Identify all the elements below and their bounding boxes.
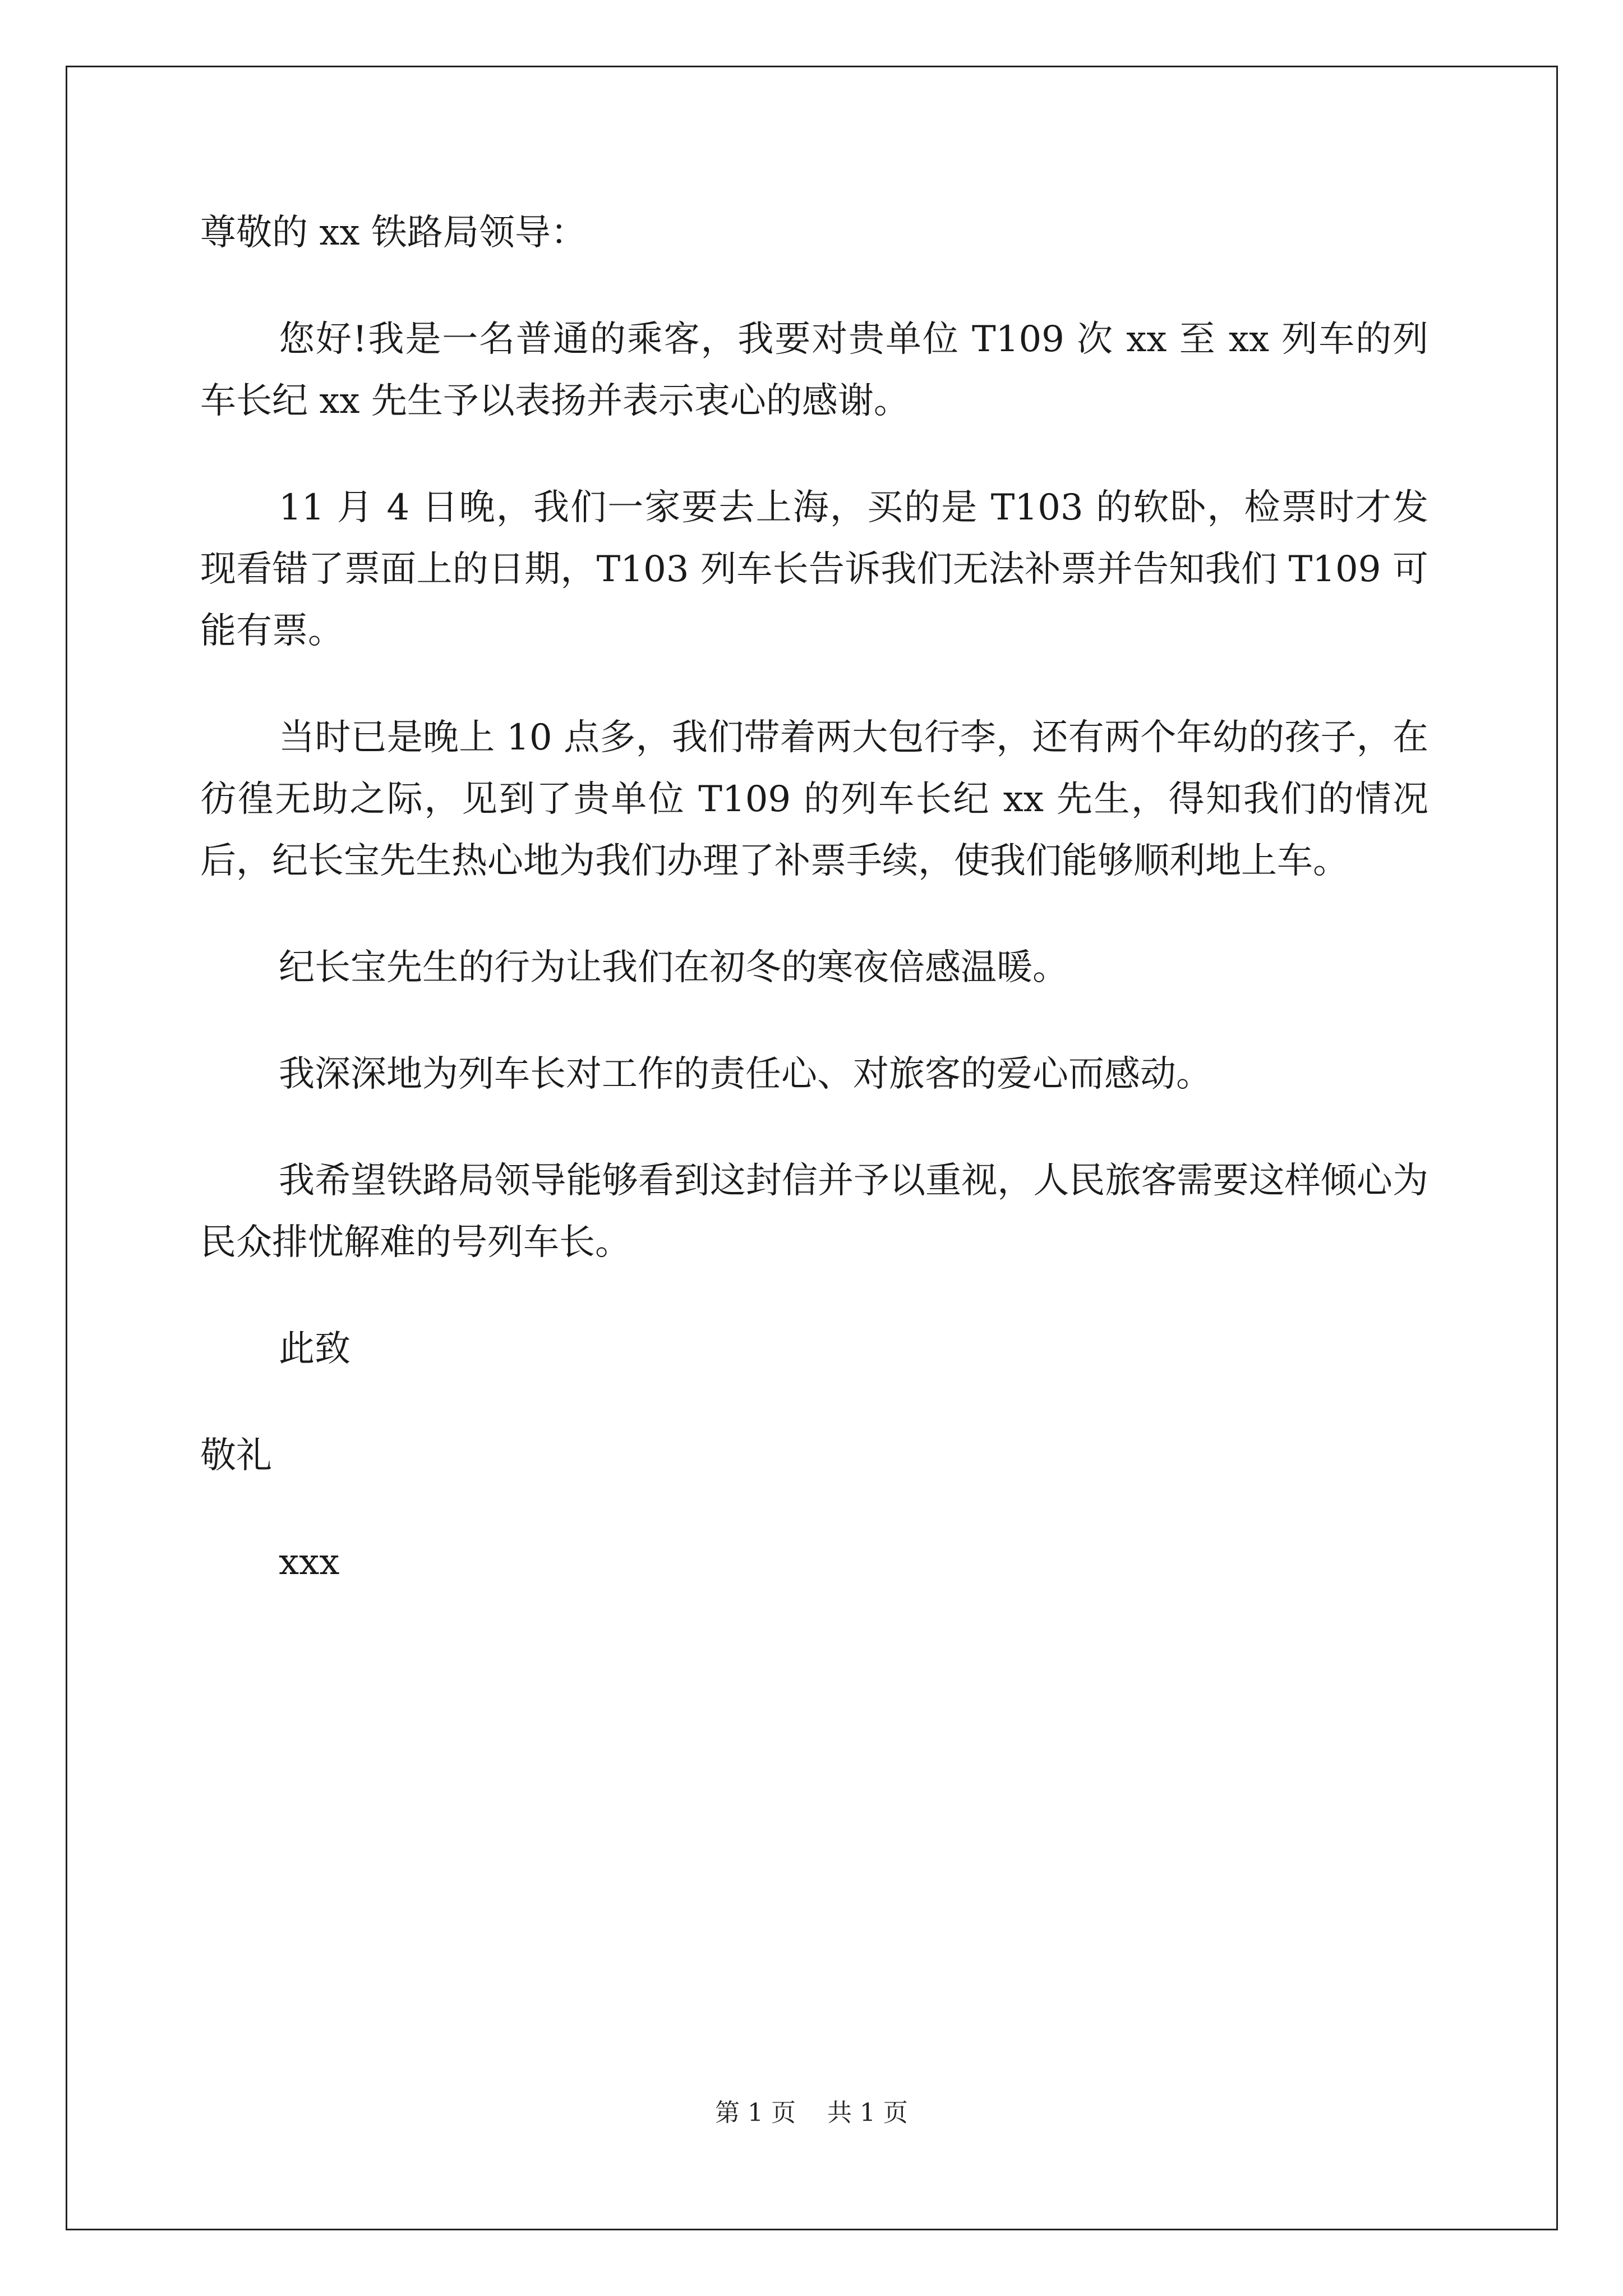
closing-regards: 敬礼	[200, 1435, 272, 1476]
signature: xxx	[279, 1542, 340, 1583]
letter-greeting: 尊敬的 xx 铁路局领导：	[200, 212, 587, 254]
letter-body	[200, 202, 1428, 1638]
closing-salutation: 此致	[279, 1328, 351, 1370]
paragraph-6: 我希望铁路局领导能够看到这封信并予以重视，人民旅客需要这样倾心为民众排忧解难的号列车长。	[200, 1160, 1428, 1263]
paragraph-1: 您好!我是一名普通的乘客，我要对贵单位 T109 次 xx 至 xx 列车的列车长纪 xx 先生予以表扬并表示衷心的感谢。	[200, 319, 1428, 422]
paragraph-2: 11 月 4 日晚，我们一家要去上海，买的是 T103 的软卧，检票时才发现看错了票面上的日期，T103 列车长告诉我们无法补票并告知我们 T109 可能有票。	[200, 487, 1428, 652]
paragraph-5: 我深深地为列车长对工作的责任心、对旅客的爱心而感动。	[279, 1053, 1212, 1095]
paragraph-3: 当时已是晚上 10 点多，我们带着两大包行李，还有两个年幼的孩子，在彷徨无助之际，见到了贵单位 T109 的列车长纪 xx 先生，得知我们的情况后，纪长宝先生热心地为我们办理了补票手续，使我们能够顺利地上车。	[200, 717, 1428, 882]
page-number-footer: 第 1 页 共 1 页	[715, 2099, 908, 2127]
paragraph-4: 纪长宝先生的行为让我们在初冬的寒夜倍感温暖。	[279, 947, 1068, 988]
